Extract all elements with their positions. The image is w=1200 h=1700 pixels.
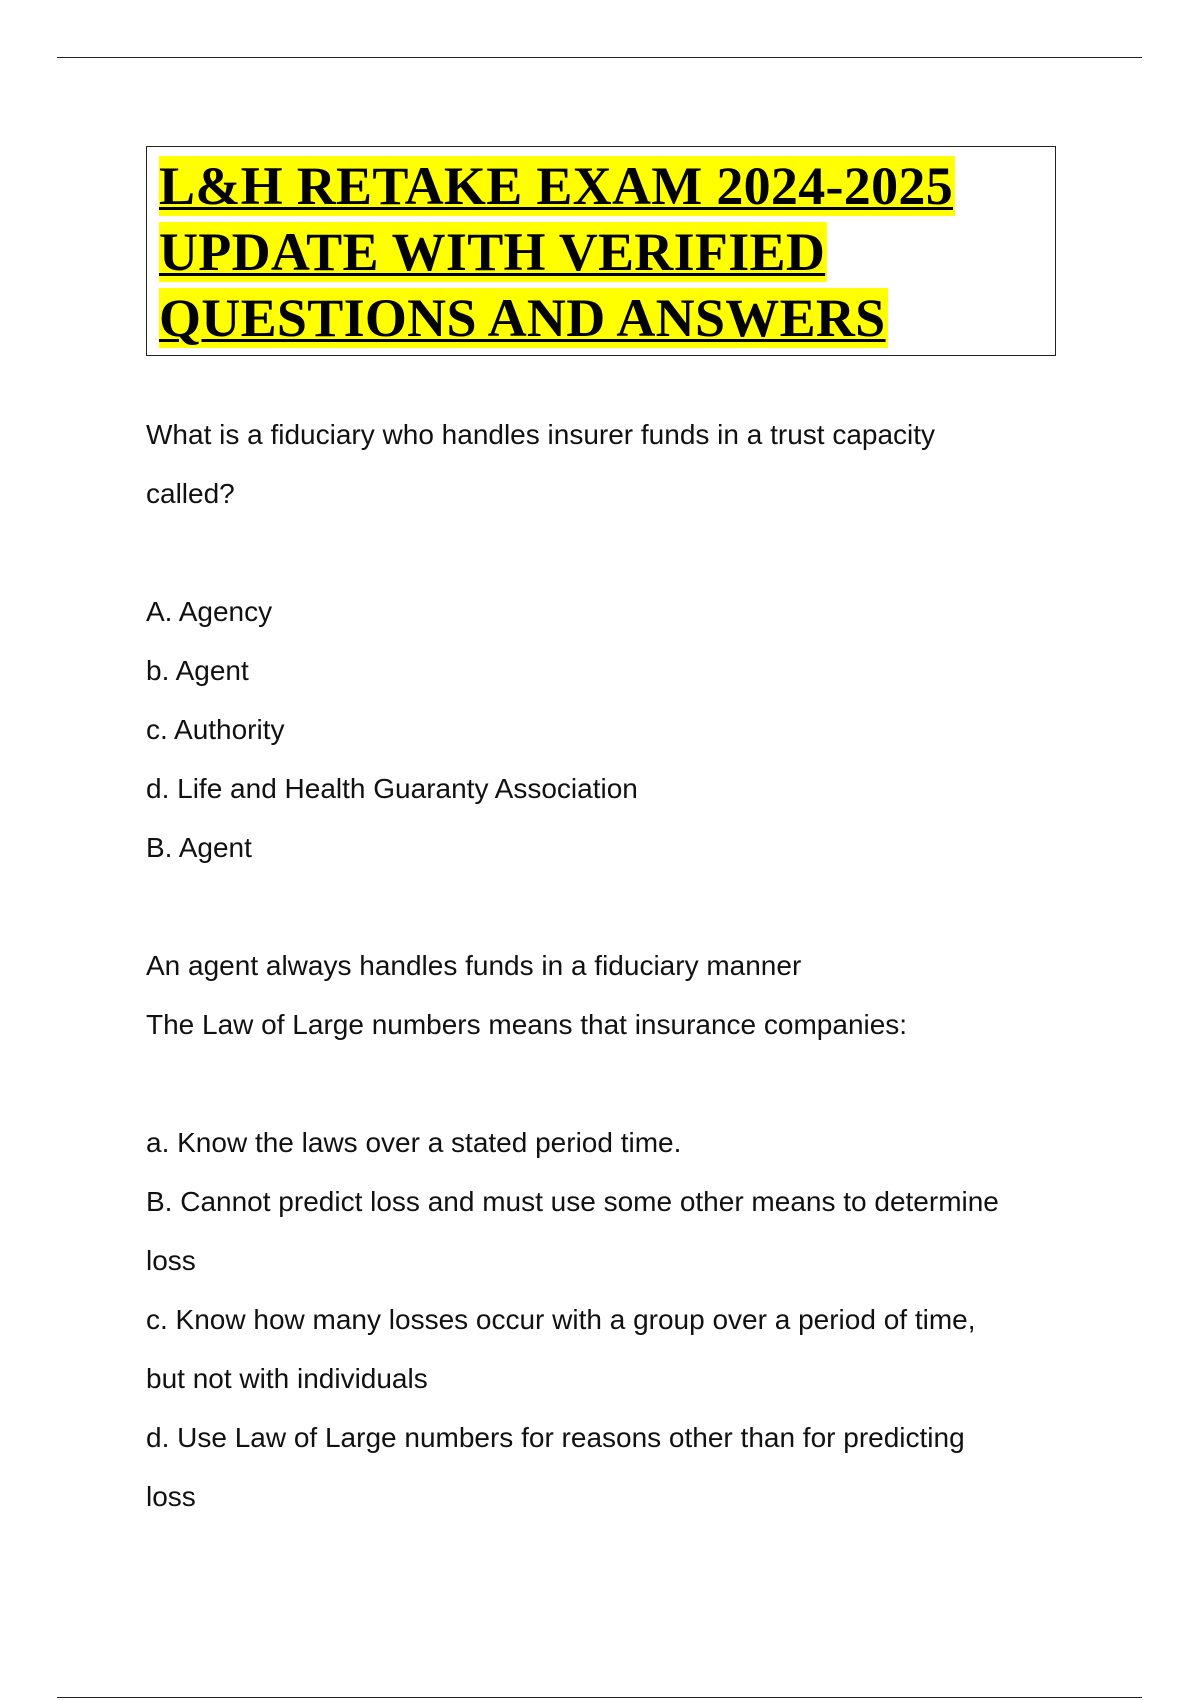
option-d: d. Use Law of Large numbers for reasons other than for predicting [146,1422,965,1453]
option-b-continued: loss [146,1245,196,1276]
question-text-line: The Law of Large numbers means that insurance companies: [146,1009,908,1040]
option-c: c. Know how many losses occur with a group over a period of time, [146,1304,976,1335]
option-a: a. Know the laws over a stated period time. [146,1127,682,1158]
option-d: d. Life and Health Guaranty Association [146,773,638,804]
title-line-3: QUESTIONS AND ANSWERS [159,288,886,348]
question-1 [146,405,1076,995]
option-b: B. Cannot predict loss and must use some other means to determine [146,1186,999,1217]
question-text-line: What is a fiduciary who handles insurer funds in a trust capacity [146,419,936,450]
title-line-1: L&H RETAKE EXAM 2024-2025 [159,156,954,216]
answer-explanation: An agent always handles funds in a fiduciary manner [146,950,802,981]
option-c: c. Authority [146,714,285,745]
bottom-rule [57,1697,1142,1698]
question-text-line: called? [146,478,235,509]
answer: B. Agent [146,832,252,863]
option-a: A. Agency [146,596,273,627]
option-d-continued: loss [146,1481,196,1512]
document-body [146,405,1076,1526]
title-box [146,146,1056,356]
top-rule [57,57,1142,58]
title-line-2: UPDATE WITH VERIFIED [159,222,826,282]
option-b: b. Agent [146,655,249,686]
option-c-continued: but not with individuals [146,1363,428,1394]
question-2 [146,995,1076,1526]
